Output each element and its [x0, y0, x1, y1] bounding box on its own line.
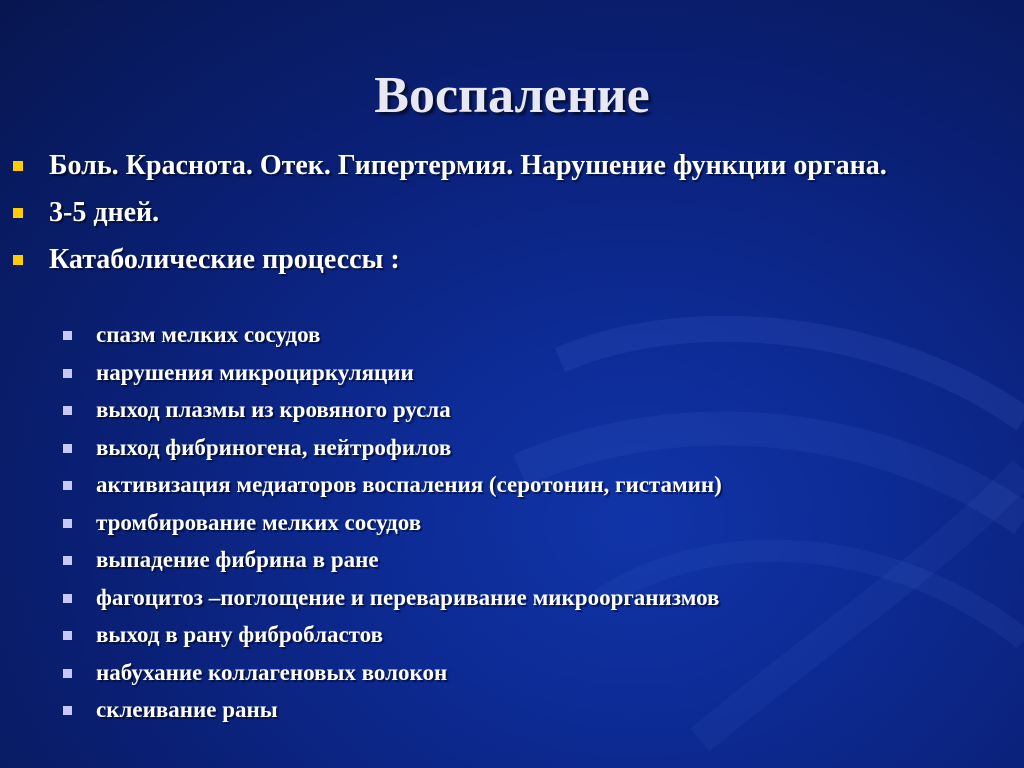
sub-list-item — [0, 654, 1024, 692]
list-item — [0, 147, 1024, 184]
sub-list-item — [0, 429, 1024, 467]
square-sub-bullet-icon — [63, 556, 72, 565]
square-sub-bullet-icon — [63, 519, 72, 528]
slide-title: Воспаление — [374, 67, 650, 124]
square-sub-bullet-icon — [63, 594, 72, 603]
list-item-text: 3-5 дней. — [49, 197, 160, 228]
sub-list-item — [0, 316, 1024, 354]
square-bullet-icon — [13, 208, 23, 218]
sub-list-item-text: выпадение фибрина в ране — [96, 547, 379, 572]
square-sub-bullet-icon — [63, 481, 72, 490]
list-item — [0, 241, 1024, 278]
sub-list-item-text: склеивание раны — [96, 697, 278, 722]
square-bullet-icon — [13, 161, 23, 171]
square-sub-bullet-icon — [63, 631, 72, 640]
square-sub-bullet-icon — [63, 331, 72, 340]
square-bullet-icon — [13, 255, 23, 265]
list-item — [0, 194, 1024, 231]
square-sub-bullet-icon — [63, 444, 72, 453]
bullet-list — [0, 147, 1024, 288]
sub-list-item — [0, 616, 1024, 654]
list-item-text: Боль. Краснота. Отек. Гипертермия. Нарушение функции органа. — [49, 150, 887, 181]
sub-list-item-text: набухание коллагеновых волокон — [96, 659, 448, 685]
sub-list-item — [0, 579, 1024, 617]
list-item-text: Катаболические процессы : — [49, 244, 400, 275]
sub-list-item-text: фагоцитоз –поглощение и переваривание микроорганизмов — [96, 584, 720, 610]
sub-list-item-text: выход фибриногена, нейтрофилов — [96, 434, 452, 460]
sub-list-item — [0, 466, 1024, 504]
square-sub-bullet-icon — [63, 406, 72, 415]
square-sub-bullet-icon — [63, 706, 72, 715]
sub-list-item-text: активизация медиаторов воспаления (серотонин, гистамин) — [96, 472, 722, 497]
sub-list-item — [0, 541, 1024, 579]
sub-list-item — [0, 391, 1024, 429]
square-sub-bullet-icon — [63, 669, 72, 678]
sub-list-item-text: выход плазмы из кровяного русла — [96, 397, 451, 422]
sub-bullet-list — [0, 316, 1024, 729]
sub-list-item-text: нарушения микроциркуляции — [96, 359, 414, 385]
square-sub-bullet-icon — [63, 369, 72, 378]
sub-list-item — [0, 691, 1024, 729]
sub-list-item — [0, 354, 1024, 392]
sub-list-item — [0, 504, 1024, 542]
sub-list-item-text: тромбирование мелких сосудов — [96, 509, 422, 535]
sub-list-item-text: выход в рану фибробластов — [96, 622, 384, 647]
sub-list-item-text: спазм мелких сосудов — [96, 322, 321, 347]
